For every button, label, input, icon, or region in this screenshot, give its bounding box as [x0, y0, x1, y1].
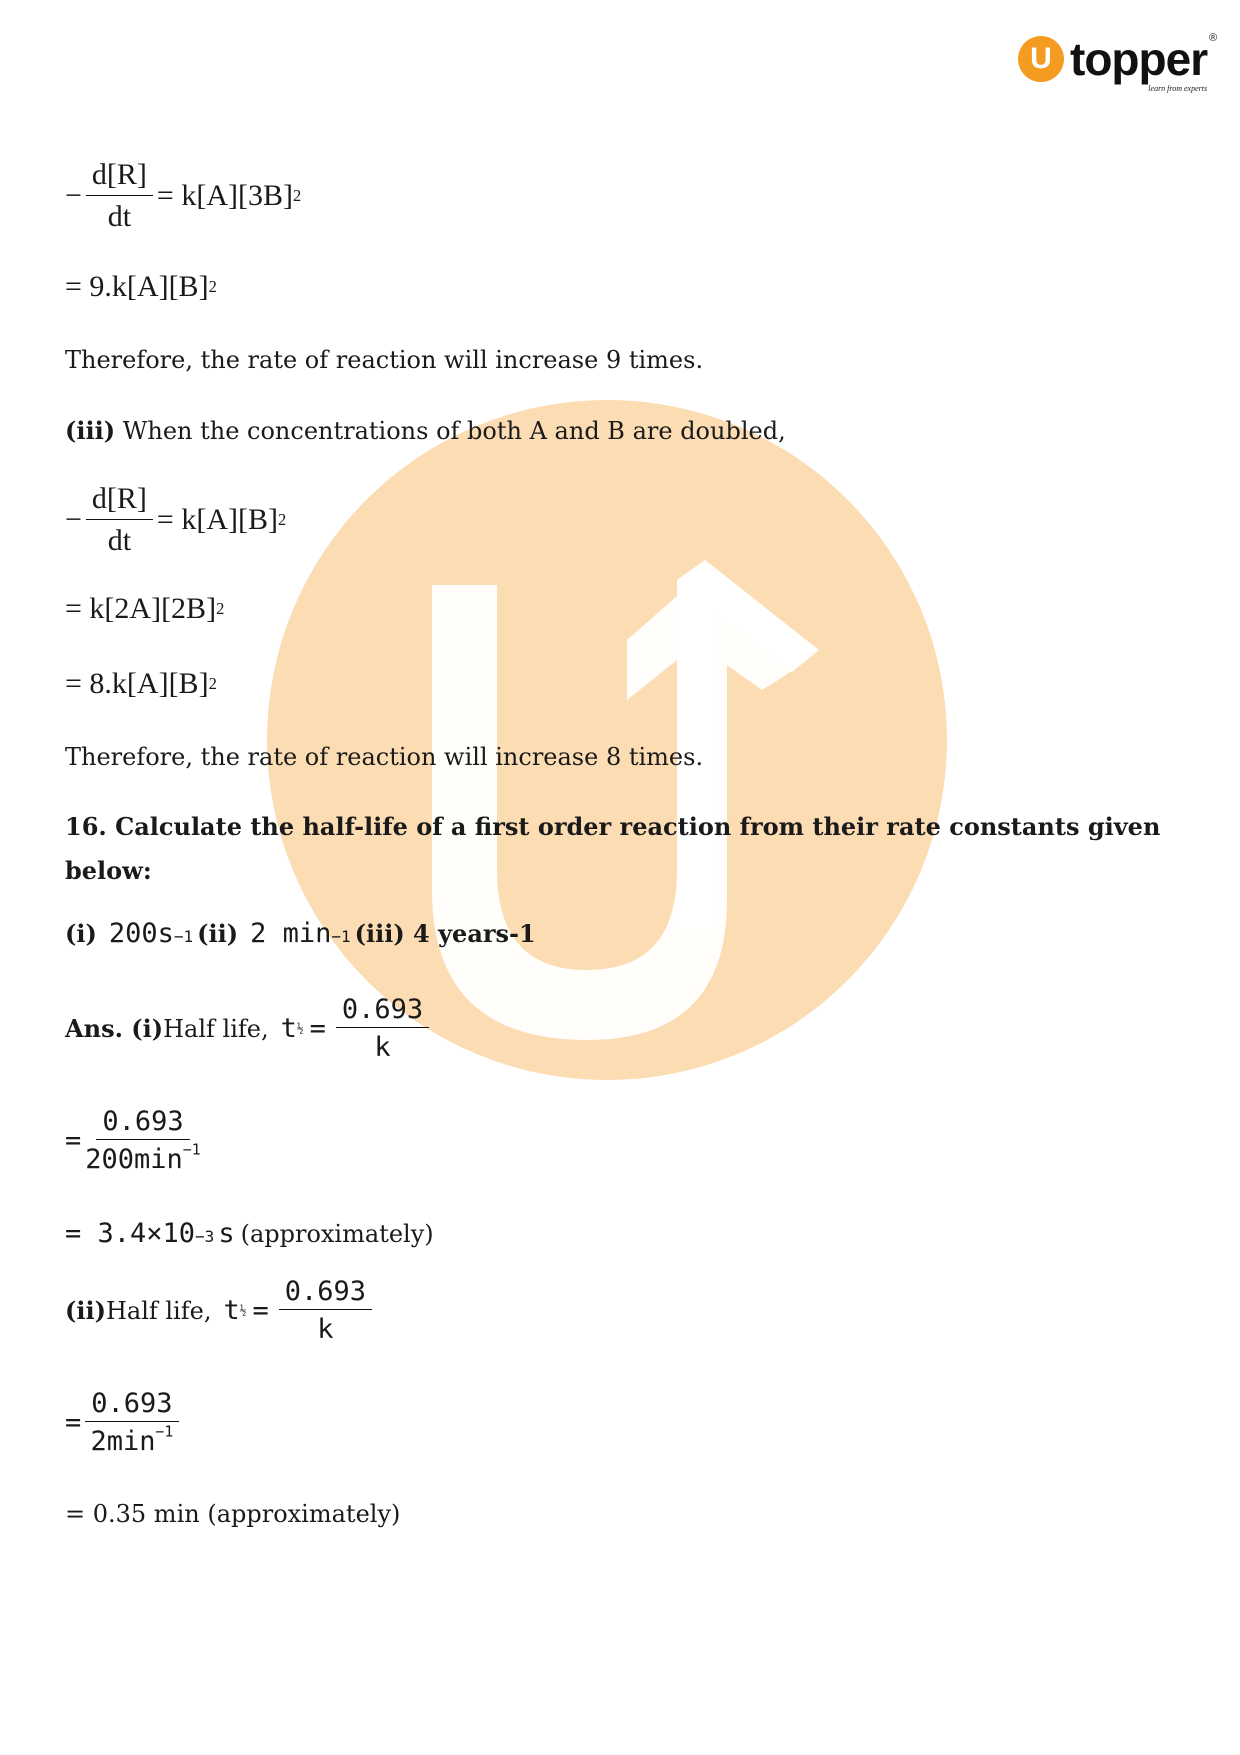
- equation-rhs: = k[A][3B]: [156, 179, 293, 212]
- answer-i-result: = 3.4×10 −3 s (approximately): [65, 1218, 434, 1249]
- equation-8k: = 8.k[A][B] 2: [65, 667, 217, 700]
- equals-sign: =: [65, 1125, 82, 1157]
- fraction-denominator: k: [374, 1032, 391, 1064]
- equals-sign: =: [309, 1013, 326, 1045]
- answer-ii-substitution: [65, 1388, 183, 1457]
- minus-sign: −: [65, 503, 82, 536]
- exponent: −1: [155, 1422, 174, 1441]
- fraction-numerator: 0.693: [279, 1276, 372, 1310]
- option-i-value: 200s: [108, 918, 174, 949]
- fraction: [279, 1276, 372, 1345]
- fraction-numerator: 0.693: [96, 1106, 189, 1140]
- fraction: [85, 1388, 178, 1457]
- option-iii: (iii) 4 years-1: [354, 919, 536, 948]
- answer-ii-half-life: [65, 1276, 376, 1345]
- equation-rate-3b: − $\frac{d[R]}{dt}$ = k[A][3B] 2: [65, 158, 302, 233]
- logo-wordmark: topper: [1070, 33, 1208, 85]
- question-16-line1: 16. Calculate the half-life of a first order reaction from their rate constants given: [65, 812, 1161, 841]
- registered-mark: ®: [1209, 32, 1218, 44]
- half-life-symbol: t: [280, 1013, 297, 1045]
- fraction: [336, 994, 429, 1063]
- answer-text: Half life,: [105, 1296, 212, 1325]
- equation-rhs: = 9.k[A][B]: [65, 270, 209, 303]
- equation-rhs: = 8.k[A][B]: [65, 667, 209, 700]
- fraction-denominator: k: [317, 1314, 334, 1346]
- answer-label: Ans. (i): [65, 1014, 164, 1044]
- answer-label: (ii): [65, 1296, 106, 1326]
- fraction: [86, 482, 153, 558]
- exponent: −1: [182, 1140, 201, 1159]
- answer-i-half-life: [65, 994, 433, 1063]
- equation-rhs: = k[2A][2B]: [65, 592, 217, 625]
- fraction-denominator: dt: [107, 199, 132, 233]
- option-i-label: (i): [65, 919, 97, 948]
- paragraph-part-iii: [65, 416, 786, 445]
- equation-2a-2b: = k[2A][2B] 2: [65, 592, 225, 625]
- fraction-denominator: [90, 1422, 173, 1457]
- denominator-value: 2min: [90, 1426, 156, 1458]
- question-16-line2: below:: [65, 856, 152, 885]
- approx-note: (approximately): [240, 1220, 434, 1248]
- result-unit: s: [218, 1218, 235, 1249]
- fraction-numerator: 0.693: [336, 994, 429, 1028]
- half-life-symbol: t: [223, 1295, 240, 1327]
- paragraph-increase-8: Therefore, the rate of reaction will increase 8 times.: [65, 743, 704, 771]
- part-label: (iii): [65, 416, 116, 445]
- half-subscript: ½: [239, 1304, 247, 1318]
- answer-i-substitution: [65, 1106, 205, 1175]
- paragraph-increase-9: Therefore, the rate of reaction will increase 9 times.: [65, 346, 704, 374]
- equation-rhs: = k[A][B]: [156, 503, 278, 536]
- fraction-numerator: 0.693: [85, 1388, 178, 1422]
- equals-sign: =: [252, 1295, 269, 1327]
- denominator-value: 200min: [85, 1144, 183, 1176]
- watermark-logo: [267, 400, 947, 1080]
- answer-ii-result: = 0.35 min (approximately): [65, 1500, 401, 1528]
- fraction: [85, 1106, 200, 1175]
- option-ii-value: 2 min: [250, 918, 332, 949]
- fraction-denominator: dt: [107, 523, 132, 557]
- fraction-numerator: d[R]: [86, 158, 153, 196]
- question-16-options: (i) 200s −1 (ii) 2 min −1 (iii) 4 years-1: [65, 918, 536, 949]
- logo-tagline: learn from experts: [1148, 84, 1208, 93]
- result-value: = 3.4×10: [65, 1218, 196, 1249]
- half-subscript: ½: [296, 1022, 304, 1036]
- option-ii-label: (ii): [197, 919, 239, 948]
- equation-rate-ab: − $\frac{d[R]}{dt}$ = k[A][B] 2: [65, 482, 287, 557]
- fraction-numerator: d[R]: [86, 482, 153, 520]
- fraction: [86, 158, 153, 234]
- equals-sign: =: [65, 1407, 82, 1439]
- logo-mark-icon: U: [1018, 36, 1064, 82]
- answer-text: Half life,: [163, 1014, 269, 1043]
- equation-9k: = 9.k[A][B] 2: [65, 270, 217, 303]
- brand-logo: [1018, 32, 1218, 93]
- fraction-denominator: [85, 1140, 200, 1175]
- minus-sign: −: [65, 179, 82, 212]
- part-text: When the concentrations of both A and B are doubled,: [115, 417, 786, 445]
